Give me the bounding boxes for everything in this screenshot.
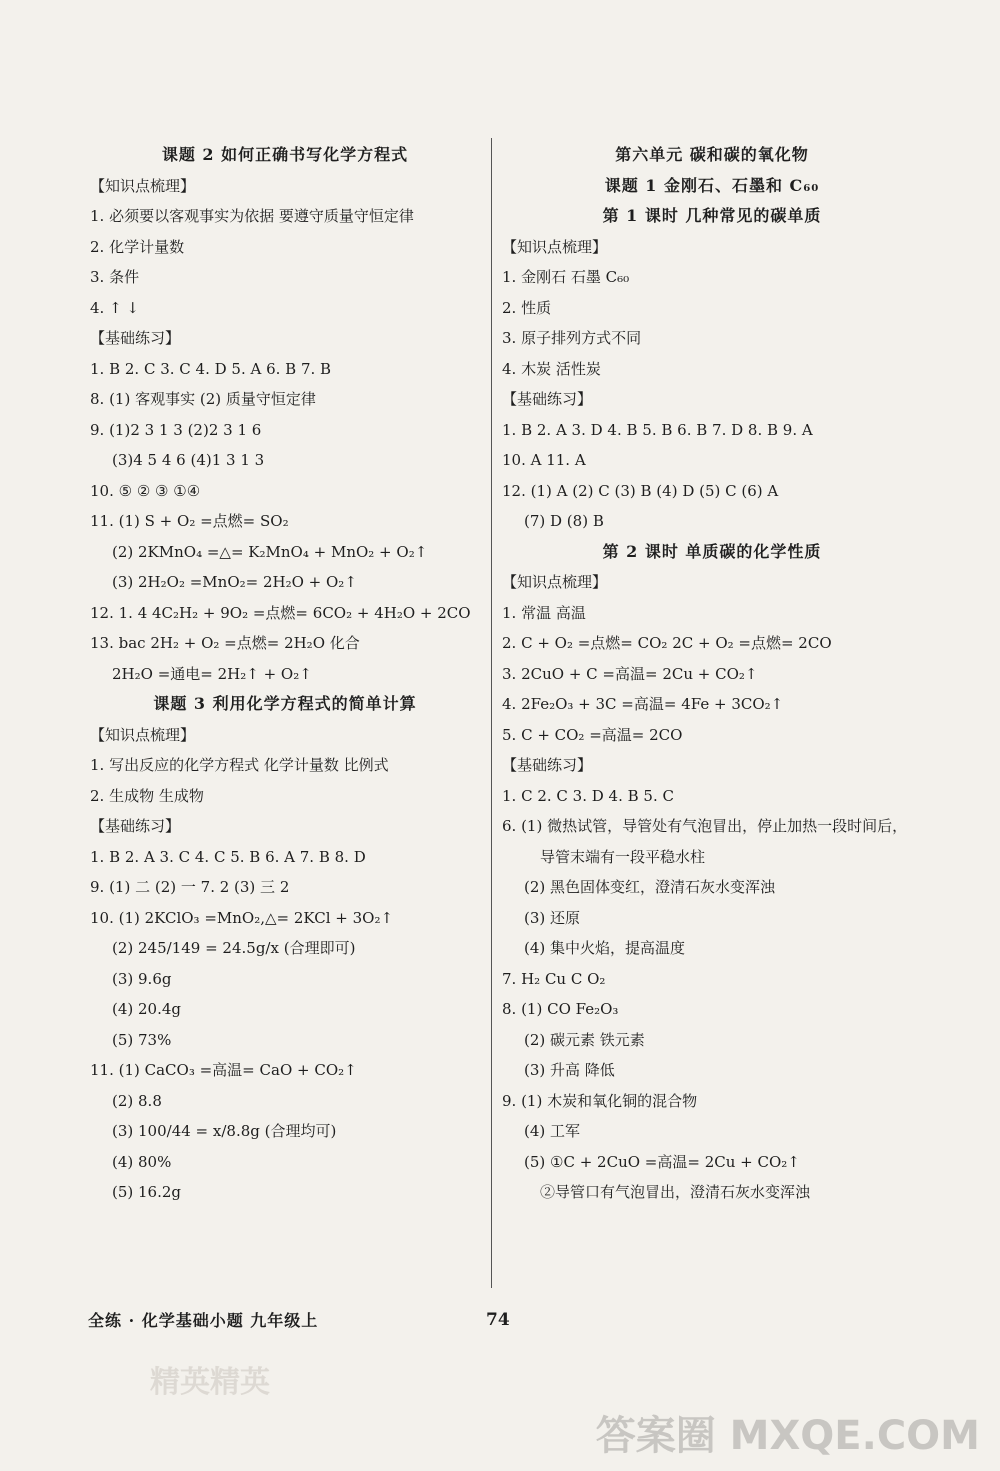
answer-line: 2. 性质 bbox=[502, 298, 552, 317]
answer-line: 4. 木炭 活性炭 bbox=[502, 359, 601, 378]
answer-line: (5) 73% bbox=[112, 1030, 172, 1049]
answer-line: 3. 原子排列方式不同 bbox=[502, 329, 642, 347]
answer-line: (3) 100/44 = x/8.8g (合理均可) bbox=[112, 1122, 337, 1140]
left-column bbox=[90, 140, 480, 1208]
answer-line: 12. (1) A (2) C (3) B (4) D (5) C (6) A bbox=[502, 481, 779, 500]
answer-line: 1. B 2. A 3. C 4. C 5. B 6. A 7. B 8. D bbox=[90, 847, 366, 866]
answer-line: (2) 245/149 = 24.5g/x (合理即可) bbox=[112, 939, 356, 957]
answer-line: (2) 2KMnO₄ =△= K₂MnO₄ + MnO₂ + O₂↑ bbox=[112, 542, 428, 561]
answer-line: 10. A 11. A bbox=[502, 451, 586, 469]
answer-line: 4. 2Fe₂O₃ + 3C =高温= 4Fe + 3CO₂↑ bbox=[502, 695, 784, 713]
answer-line: 2. 化学计量数 bbox=[90, 237, 185, 256]
answer-line: 2. C + O₂ =点燃= CO₂ 2C + O₂ =点燃= 2CO bbox=[502, 634, 832, 652]
page-number: 74 bbox=[486, 1310, 510, 1330]
answer-line: (7) D (8) B bbox=[524, 512, 604, 530]
section-heading: 课题 2 如何正确书写化学方程式 bbox=[161, 145, 409, 164]
answer-line: 5. C + CO₂ =高温= 2CO bbox=[502, 725, 683, 744]
answer-line: 1. B 2. C 3. C 4. D 5. A 6. B 7. B bbox=[90, 359, 332, 378]
answer-line: (3) 升高 降低 bbox=[524, 1061, 615, 1079]
answer-line: 12. 1. 4 4C₂H₂ + 9O₂ =点燃= 6CO₂ + 4H₂O + 2CO bbox=[90, 603, 471, 622]
answer-line: (4) 20.4g bbox=[112, 1000, 182, 1018]
answer-line: 【知识点梳理】 bbox=[502, 237, 608, 256]
answer-line: (4) 80% bbox=[112, 1152, 172, 1171]
answer-line: ②导管口有气泡冒出，澄清石灰水变浑浊 bbox=[540, 1183, 811, 1201]
answer-line: (4) 集中火焰，提高温度 bbox=[524, 939, 686, 957]
answer-line: 11. (1) CaCO₃ =高温= CaO + CO₂↑ bbox=[90, 1061, 357, 1079]
answer-line: 1. 写出反应的化学方程式 化学计量数 比例式 bbox=[90, 756, 389, 774]
answer-line: 8. (1) 客观事实 (2) 质量守恒定律 bbox=[90, 390, 316, 408]
answer-line: 3. 2CuO + C =高温= 2Cu + CO₂↑ bbox=[502, 664, 758, 683]
answer-line: (4) 工军 bbox=[524, 1122, 581, 1140]
answer-line: 【知识点梳理】 bbox=[90, 725, 196, 744]
answer-line: 1. 必须要以客观事实为依据 要遵守质量守恒定律 bbox=[90, 207, 414, 225]
answer-line: (5) ①C + 2CuO =高温= 2Cu + CO₂↑ bbox=[524, 1152, 800, 1171]
section-heading: 课题 3 利用化学方程式的简单计算 bbox=[153, 694, 417, 713]
answer-line: 【知识点梳理】 bbox=[90, 176, 196, 195]
answer-line: (2) 8.8 bbox=[112, 1091, 162, 1110]
right-column bbox=[502, 140, 922, 1208]
answer-line: 10. (1) 2KClO₃ =MnO₂,△= 2KCl + 3O₂↑ bbox=[90, 908, 394, 927]
answer-line: 2. 生成物 生成物 bbox=[90, 786, 204, 805]
section-heading: 第 1 课时 几种常见的碳单质 bbox=[602, 206, 822, 225]
answer-line: 8. (1) CO Fe₂O₃ bbox=[502, 1000, 619, 1018]
answer-line: 【基础练习】 bbox=[90, 817, 181, 835]
answer-line: 9. (1) 二 (2) 一 7. 2 (3) 三 2 bbox=[90, 878, 290, 896]
faint-watermark: 精英精英 bbox=[150, 1365, 270, 1400]
answer-line: (5) 16.2g bbox=[112, 1183, 182, 1201]
answer-line: 3. 条件 bbox=[90, 268, 140, 286]
answer-line: 1. 金刚石 石墨 C₆₀ bbox=[502, 268, 630, 286]
answer-line: 6. (1) 微热试管，导管处有气泡冒出，停止加热一段时间后， bbox=[502, 817, 908, 835]
section-heading: 第 2 课时 单质碳的化学性质 bbox=[602, 541, 822, 561]
answer-line: (2) 黑色固体变红，澄清石灰水变浑浊 bbox=[524, 878, 776, 896]
answer-line: 9. (1)2 3 1 3 (2)2 3 1 6 bbox=[90, 420, 262, 439]
answer-line: 导管末端有一段平稳水柱 bbox=[540, 847, 706, 866]
footer-title: 全练 · 化学基础小题 九年级上 bbox=[88, 1311, 319, 1330]
answer-line: (3) 9.6g bbox=[112, 969, 172, 988]
column-divider bbox=[491, 138, 492, 1288]
answer-line: 【基础练习】 bbox=[502, 756, 593, 774]
section-heading: 课题 1 金刚石、石墨和 C₆₀ bbox=[604, 175, 820, 195]
answer-line: 4. ↑ ↓ bbox=[90, 298, 139, 317]
answer-line: 13. bac 2H₂ + O₂ =点燃= 2H₂O 化合 bbox=[90, 634, 360, 652]
answer-line: (2) 碳元素 铁元素 bbox=[524, 1030, 645, 1049]
site-watermark: 答案圈 MXQE.COM bbox=[595, 1413, 980, 1459]
answer-line: 11. (1) S + O₂ =点燃= SO₂ bbox=[90, 512, 289, 530]
answer-line: 10. ⑤ ② ③ ①④ bbox=[90, 481, 201, 500]
answer-line: 1. C 2. C 3. D 4. B 5. C bbox=[502, 786, 674, 805]
answer-line: 【基础练习】 bbox=[90, 329, 181, 347]
answer-line: (3) 还原 bbox=[524, 908, 581, 927]
answer-line: 【基础练习】 bbox=[502, 390, 593, 408]
answer-line: 7. H₂ Cu C O₂ bbox=[502, 969, 606, 988]
answer-line: 2H₂O =通电= 2H₂↑ + O₂↑ bbox=[112, 664, 312, 683]
answer-line: 【知识点梳理】 bbox=[502, 573, 608, 591]
answer-line: 9. (1) 木炭和氧化铜的混合物 bbox=[502, 1091, 698, 1110]
answer-line: 1. 常温 高温 bbox=[502, 603, 586, 622]
answer-line: (3)4 5 4 6 (4)1 3 1 3 bbox=[112, 451, 265, 469]
answer-line: 1. B 2. A 3. D 4. B 5. B 6. B 7. D 8. B 9. A bbox=[502, 420, 813, 439]
section-heading: 第六单元 碳和碳的氧化物 bbox=[615, 145, 809, 164]
answer-line: (3) 2H₂O₂ =MnO₂= 2H₂O + O₂↑ bbox=[112, 573, 357, 591]
